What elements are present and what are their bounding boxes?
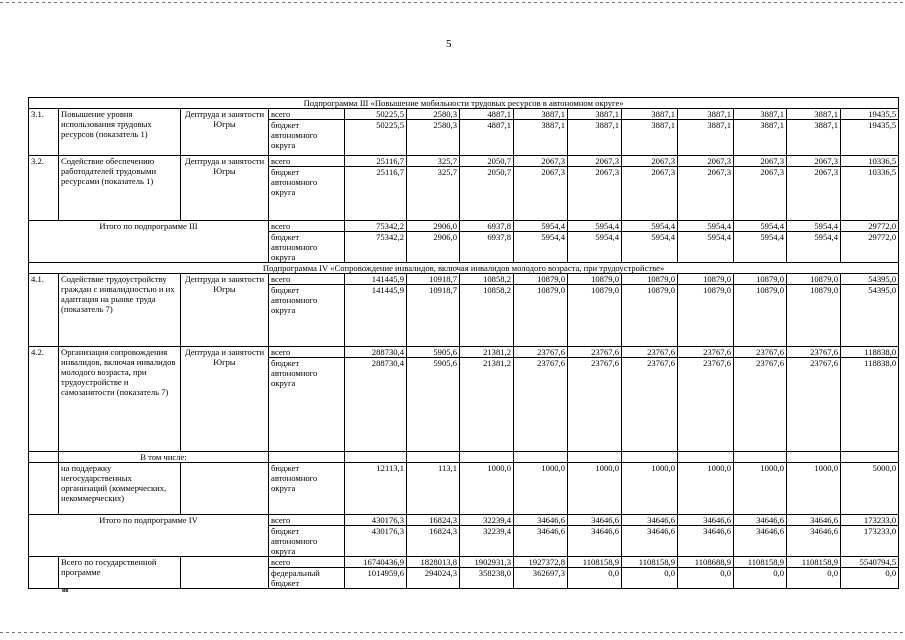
value-cell: 1000,0 (514, 463, 568, 515)
value-cell: 34646,6 (514, 515, 568, 526)
program-funding-table (28, 97, 899, 589)
value-cell: 2067,3 (678, 156, 734, 167)
value-cell: 5954,4 (622, 232, 678, 263)
value-cell: 34646,6 (568, 515, 622, 526)
empty-cell (514, 452, 568, 463)
value-cell: 3887,1 (622, 120, 678, 156)
value-cell: 5000,0 (841, 463, 899, 515)
value-cell: 5954,4 (622, 221, 678, 232)
row-executor: Дептруда и занятости Югры (181, 347, 269, 452)
value-cell: 25116,7 (345, 167, 407, 221)
value-cell: 32239,4 (460, 526, 514, 557)
funding-source: всего (269, 515, 345, 526)
value-cell: 288730,4 (345, 358, 407, 452)
funding-source: всего (269, 109, 345, 120)
empty-cell (181, 557, 269, 589)
row-number: 4.1. (29, 274, 59, 347)
grand-total-label: Всего по государственной программе (59, 557, 181, 589)
funding-source: бюджет автономного округа (269, 358, 345, 452)
value-cell: 3887,1 (622, 109, 678, 120)
row-number: 3.2. (29, 156, 59, 221)
value-cell: 6937,8 (460, 232, 514, 263)
value-cell: 3887,1 (734, 120, 787, 156)
value-cell: 1108688,9 (678, 557, 734, 568)
row-executor: Дептруда и занятости Югры (181, 156, 269, 221)
value-cell: 34646,6 (734, 526, 787, 557)
section-header-row (29, 98, 899, 109)
funding-source: всего (269, 274, 345, 285)
value-cell: 23767,6 (622, 347, 678, 358)
value-cell: 1108158,9 (787, 557, 841, 568)
row-number: 3.1. (29, 109, 59, 156)
empty-cell (568, 452, 622, 463)
value-cell: 3887,1 (734, 109, 787, 120)
value-cell: 5954,4 (678, 221, 734, 232)
value-cell: 34646,6 (787, 526, 841, 557)
value-cell: 173233,0 (841, 515, 899, 526)
empty-cell (622, 452, 678, 463)
value-cell: 358238,0 (460, 568, 514, 589)
value-cell: 10879,0 (622, 285, 678, 347)
including-header-row (29, 452, 899, 463)
value-cell: 10336,5 (841, 167, 899, 221)
value-cell: 25116,7 (345, 156, 407, 167)
including-row (29, 463, 899, 515)
empty-cell (407, 452, 460, 463)
value-cell: 5540794,5 (841, 557, 899, 568)
value-cell: 5954,4 (734, 221, 787, 232)
value-cell: 23767,6 (622, 358, 678, 452)
empty-cell (29, 452, 59, 463)
value-cell: 34646,6 (622, 526, 678, 557)
value-cell: 4887,1 (460, 109, 514, 120)
value-cell: 1108158,9 (734, 557, 787, 568)
value-cell: 34646,6 (734, 515, 787, 526)
value-cell: 10918,7 (407, 285, 460, 347)
value-cell: 3887,1 (514, 120, 568, 156)
value-cell: 19435,5 (841, 120, 899, 156)
value-cell: 23767,6 (787, 358, 841, 452)
value-cell: 23767,6 (678, 347, 734, 358)
value-cell: 0,0 (734, 568, 787, 589)
value-cell: 34646,6 (514, 526, 568, 557)
section-header-row (29, 263, 899, 274)
value-cell: 10336,5 (841, 156, 899, 167)
value-cell: 34646,6 (568, 526, 622, 557)
value-cell: 10879,0 (787, 285, 841, 347)
value-cell: 10879,0 (568, 285, 622, 347)
value-cell: 0,0 (841, 568, 899, 589)
table-row (29, 109, 899, 120)
value-cell: 34646,6 (678, 515, 734, 526)
value-cell: 10879,0 (787, 274, 841, 285)
value-cell: 1000,0 (787, 463, 841, 515)
value-cell: 6937,8 (460, 221, 514, 232)
empty-cell (181, 463, 269, 515)
footer-code: вв (62, 588, 69, 594)
value-cell: 19435,5 (841, 109, 899, 120)
value-cell: 325,7 (407, 167, 460, 221)
row-activity-name: Содействие обеспечению работодателей трудовыми ресурсами (показатель 1) (59, 156, 181, 221)
value-cell: 10879,0 (514, 285, 568, 347)
value-cell: 54395,0 (841, 274, 899, 285)
value-cell: 2067,3 (787, 156, 841, 167)
value-cell: 113,1 (407, 463, 460, 515)
funding-source: бюджет автономного округа (269, 463, 345, 515)
value-cell: 50225,5 (345, 109, 407, 120)
value-cell: 10858,2 (460, 274, 514, 285)
value-cell: 0,0 (568, 568, 622, 589)
value-cell: 10879,0 (678, 285, 734, 347)
value-cell: 5954,4 (787, 232, 841, 263)
value-cell: 21381,2 (460, 358, 514, 452)
value-cell: 3887,1 (678, 109, 734, 120)
value-cell: 23767,6 (514, 358, 568, 452)
value-cell: 21381,2 (460, 347, 514, 358)
value-cell: 23767,6 (568, 358, 622, 452)
row-activity-name: Организация сопровождения инвалидов, включая инвалидов молодого возраста, при трудоустройстве и самозанятости (показатель 7) (59, 347, 181, 452)
table-row (29, 274, 899, 285)
funding-source: бюджет автономного округа (269, 526, 345, 557)
value-cell: 0,0 (787, 568, 841, 589)
value-cell: 2067,3 (568, 167, 622, 221)
value-cell: 1000,0 (460, 463, 514, 515)
value-cell: 1108158,9 (568, 557, 622, 568)
empty-cell (787, 452, 841, 463)
value-cell: 34646,6 (678, 526, 734, 557)
value-cell: 29772,0 (841, 232, 899, 263)
funding-source: всего (269, 221, 345, 232)
scan-edge-top (0, 2, 905, 3)
funding-source: бюджет автономного округа (269, 120, 345, 156)
value-cell: 5954,4 (568, 232, 622, 263)
row-activity-name: Повышение уровня использования трудовых ресурсов (показатель 1) (59, 109, 181, 156)
value-cell: 1000,0 (734, 463, 787, 515)
value-cell: 1000,0 (568, 463, 622, 515)
value-cell: 2906,0 (407, 221, 460, 232)
value-cell: 430176,3 (345, 515, 407, 526)
funding-source: федеральный бюджет (269, 568, 345, 589)
value-cell: 1902931,3 (460, 557, 514, 568)
value-cell: 0,0 (678, 568, 734, 589)
value-cell: 141445,9 (345, 274, 407, 285)
value-cell: 10918,7 (407, 274, 460, 285)
value-cell: 2067,3 (622, 156, 678, 167)
value-cell: 2067,3 (514, 167, 568, 221)
value-cell: 141445,9 (345, 285, 407, 347)
value-cell: 3887,1 (787, 120, 841, 156)
value-cell: 3887,1 (514, 109, 568, 120)
value-cell: 2050,7 (460, 156, 514, 167)
value-cell: 10879,0 (568, 274, 622, 285)
value-cell: 16824,3 (407, 515, 460, 526)
value-cell: 1014959,6 (345, 568, 407, 589)
value-cell: 5905,6 (407, 358, 460, 452)
value-cell: 1108158,9 (622, 557, 678, 568)
value-cell: 288730,4 (345, 347, 407, 358)
empty-cell (269, 452, 345, 463)
value-cell: 23767,6 (734, 347, 787, 358)
subtotal-label: Итого по подпрограмме IV (29, 515, 269, 557)
empty-cell (734, 452, 787, 463)
funding-source: всего (269, 156, 345, 167)
value-cell: 2067,3 (568, 156, 622, 167)
row-activity-name: Содействие трудоустройству граждан с инвалидностью и их адаптация на рынке труда (показатель 7) (59, 274, 181, 347)
funding-source: бюджет автономного округа (269, 285, 345, 347)
empty-cell (29, 557, 59, 589)
value-cell: 5954,4 (568, 221, 622, 232)
row-executor: Дептруда и занятости Югры (181, 109, 269, 156)
value-cell: 325,7 (407, 156, 460, 167)
value-cell: 173233,0 (841, 526, 899, 557)
value-cell: 5954,4 (514, 232, 568, 263)
subtotal-row (29, 515, 899, 526)
value-cell: 294024,3 (407, 568, 460, 589)
value-cell: 118838,0 (841, 358, 899, 452)
subtotal-label: Итого по подпрограмме III (29, 221, 269, 263)
empty-cell (678, 452, 734, 463)
value-cell: 2906,0 (407, 232, 460, 263)
section-title: Подпрограмма III «Повышение мобильности трудовых ресурсов в автономном округе» (29, 98, 899, 109)
value-cell: 23767,6 (514, 347, 568, 358)
value-cell: 34646,6 (622, 515, 678, 526)
value-cell: 1000,0 (678, 463, 734, 515)
table-row (29, 347, 899, 358)
value-cell: 4887,1 (460, 120, 514, 156)
table-row (29, 156, 899, 167)
value-cell: 54395,0 (841, 285, 899, 347)
value-cell: 16740436,9 (345, 557, 407, 568)
value-cell: 10879,0 (734, 285, 787, 347)
value-cell: 10879,0 (514, 274, 568, 285)
row-executor: Дептруда и занятости Югры (181, 274, 269, 347)
page-number: 5 (446, 38, 452, 50)
value-cell: 1828013,8 (407, 557, 460, 568)
section-title: Подпрограмма IV «Сопровождение инвалидов, включая инвалидов молодого возраста, при трудоустройстве» (29, 263, 899, 274)
funding-source: всего (269, 557, 345, 568)
value-cell: 1927372,8 (514, 557, 568, 568)
row-number: 4.2. (29, 347, 59, 452)
value-cell: 34646,6 (787, 515, 841, 526)
value-cell: 2067,3 (787, 167, 841, 221)
value-cell: 362697,3 (514, 568, 568, 589)
scan-edge-bottom (0, 632, 905, 633)
value-cell: 50225,5 (345, 120, 407, 156)
value-cell: 2067,3 (734, 156, 787, 167)
funding-source: бюджет автономного округа (269, 167, 345, 221)
value-cell: 23767,6 (568, 347, 622, 358)
value-cell: 3887,1 (787, 109, 841, 120)
value-cell: 10879,0 (734, 274, 787, 285)
empty-cell (460, 452, 514, 463)
value-cell: 2067,3 (734, 167, 787, 221)
including-name: на поддержку негосударственных организаций (коммерческих, некоммерческих) (59, 463, 181, 515)
funding-source: бюджет автономного округа (269, 232, 345, 263)
value-cell: 5954,4 (734, 232, 787, 263)
value-cell: 10858,2 (460, 285, 514, 347)
value-cell: 3887,1 (568, 109, 622, 120)
value-cell: 2580,3 (407, 120, 460, 156)
value-cell: 10879,0 (622, 274, 678, 285)
value-cell: 2580,3 (407, 109, 460, 120)
empty-cell (841, 452, 899, 463)
value-cell: 23767,6 (678, 358, 734, 452)
value-cell: 12113,1 (345, 463, 407, 515)
value-cell: 430176,3 (345, 526, 407, 557)
value-cell: 10879,0 (678, 274, 734, 285)
value-cell: 5905,6 (407, 347, 460, 358)
value-cell: 32239,4 (460, 515, 514, 526)
funding-source: всего (269, 347, 345, 358)
value-cell: 3887,1 (678, 120, 734, 156)
empty-cell (29, 463, 59, 515)
value-cell: 29772,0 (841, 221, 899, 232)
value-cell: 118838,0 (841, 347, 899, 358)
value-cell: 2067,3 (514, 156, 568, 167)
value-cell: 2067,3 (678, 167, 734, 221)
value-cell: 5954,4 (787, 221, 841, 232)
value-cell: 0,0 (622, 568, 678, 589)
grand-total-row (29, 557, 899, 568)
value-cell: 2050,7 (460, 167, 514, 221)
value-cell: 5954,4 (514, 221, 568, 232)
value-cell: 5954,4 (678, 232, 734, 263)
value-cell: 23767,6 (787, 347, 841, 358)
value-cell: 75342,2 (345, 232, 407, 263)
subtotal-row (29, 221, 899, 232)
value-cell: 1000,0 (622, 463, 678, 515)
value-cell: 23767,6 (734, 358, 787, 452)
value-cell: 3887,1 (568, 120, 622, 156)
value-cell: 2067,3 (622, 167, 678, 221)
value-cell: 75342,2 (345, 221, 407, 232)
including-label: В том числе: (59, 452, 269, 463)
table-body (29, 98, 899, 589)
value-cell: 16824,3 (407, 526, 460, 557)
empty-cell (345, 452, 407, 463)
